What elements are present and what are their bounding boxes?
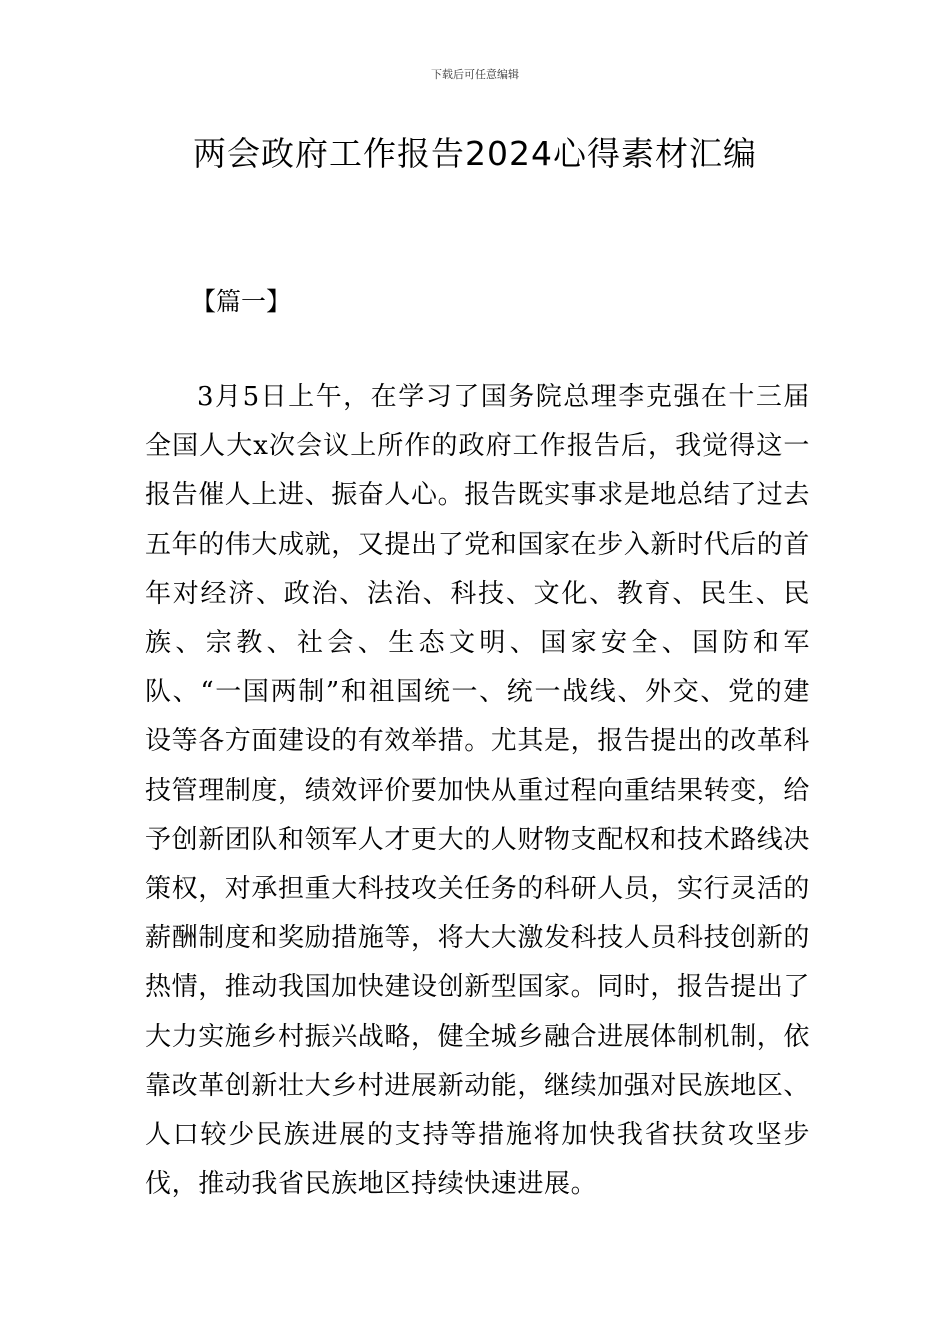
header-note: 下载后可任意编辑 <box>431 68 519 81</box>
section-heading: 【篇一】 <box>191 287 292 316</box>
document-title: 两会政府工作报告2024心得素材汇编 <box>193 134 757 173</box>
body-paragraph: 3月5日上午，在学习了国务院总理李克强在十三届全国人大x次会议上所作的政府工作报告后，我觉得这一报告催人上进、振奋人心。报告既实事求是地总结了过去五年的伟大成就，又提出了党和国家在步入新时代后的首年对经济、政治、法治、科技、文化、教育、民生、民族、宗教、社会、生态文明、国家安全、国防和军队、“一国两制”和祖国统一、统一战线、外交、党的建设等各方面建设的有效举措。尤其是，报告提出的改革科技管理制度，绩效评价要加快从重过程向重结果转变，给予创新团队和领军人才更大的人财物支配权和技术路线决策权，对承担重大科技攻关任务的科研人员，实行灵活的薪酬制度和奖励措施等，将大大激发科技人员科技创新的热情，推动我国加快建设创新型国家。同时，报告提出了大力实施乡村振兴战略，健全城乡融合进展体制机制，依靠改革创新壮大乡村进展新动能，继续加强对民族地区、人口较少民族进展的支持等措施将加快我省扶贫攻坚步伐，推动我省民族地区持续快速进展。 <box>145 382 811 1200</box>
